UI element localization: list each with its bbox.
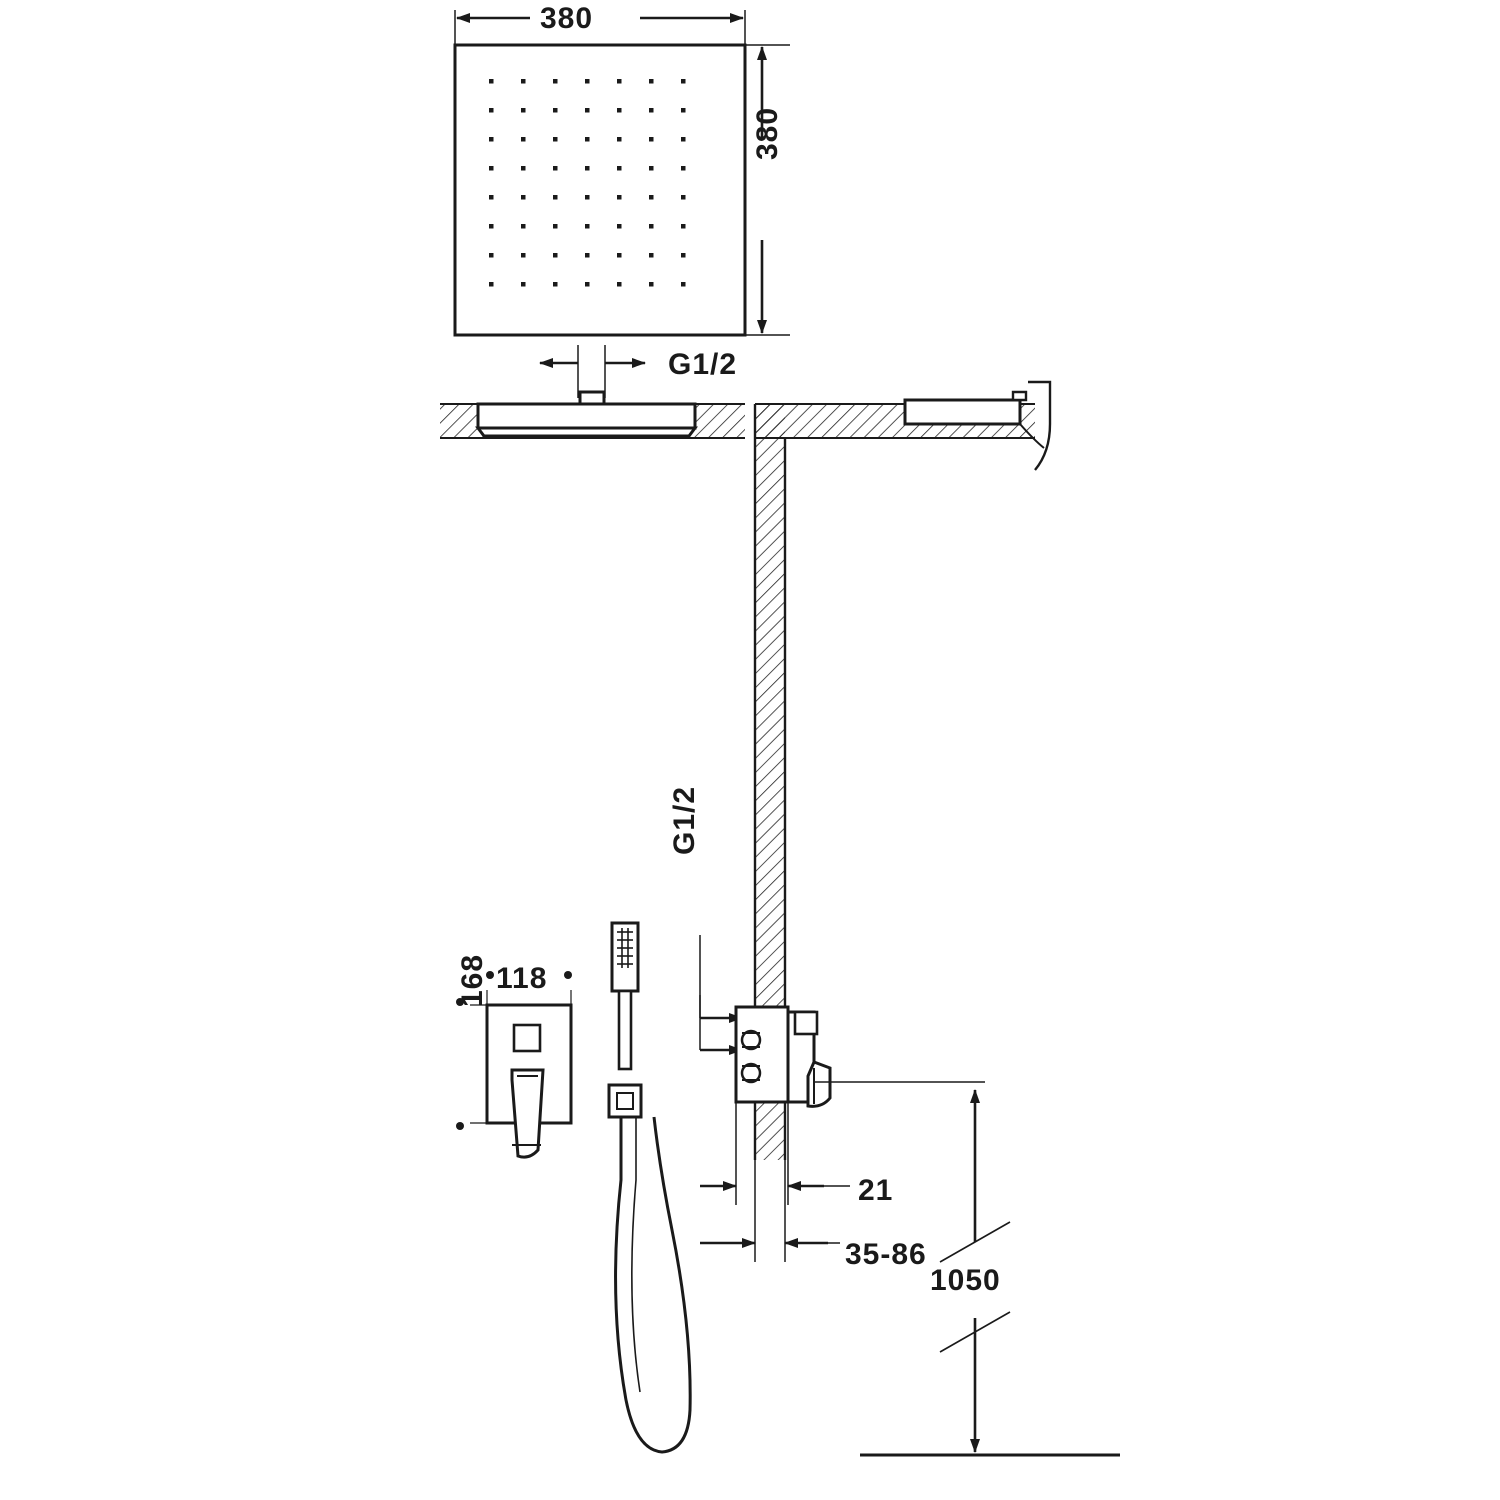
dimension-plate-height [456,998,487,1130]
ceiling-section [440,382,1050,470]
dimension-label-plate-height: 168 [456,953,489,1007]
dimension-head-thread [540,345,645,398]
dimension-label-body-depth: 21 [858,1174,894,1207]
dimension-label-head-height: 380 [751,106,784,160]
dimension-head-width [455,10,745,45]
dimension-install-depth [700,1160,840,1262]
dimension-label-plate-width: 118 [496,962,548,995]
dimension-label-head-width: 380 [540,2,594,35]
dimension-label-install-depth: 35-86 [845,1238,927,1271]
dimension-head-height [745,45,790,335]
shower-head-plan-view [455,45,745,335]
wall-plate-front-view [487,1005,571,1157]
dimension-label-mounting-height: 1050 [930,1264,1001,1297]
concealed-valve-body [736,1007,830,1106]
dimension-label-outlet-thread: G1/2 [668,785,701,855]
dimension-label-head-thread: G1/2 [668,348,738,381]
hand-shower-assembly [609,923,690,1452]
